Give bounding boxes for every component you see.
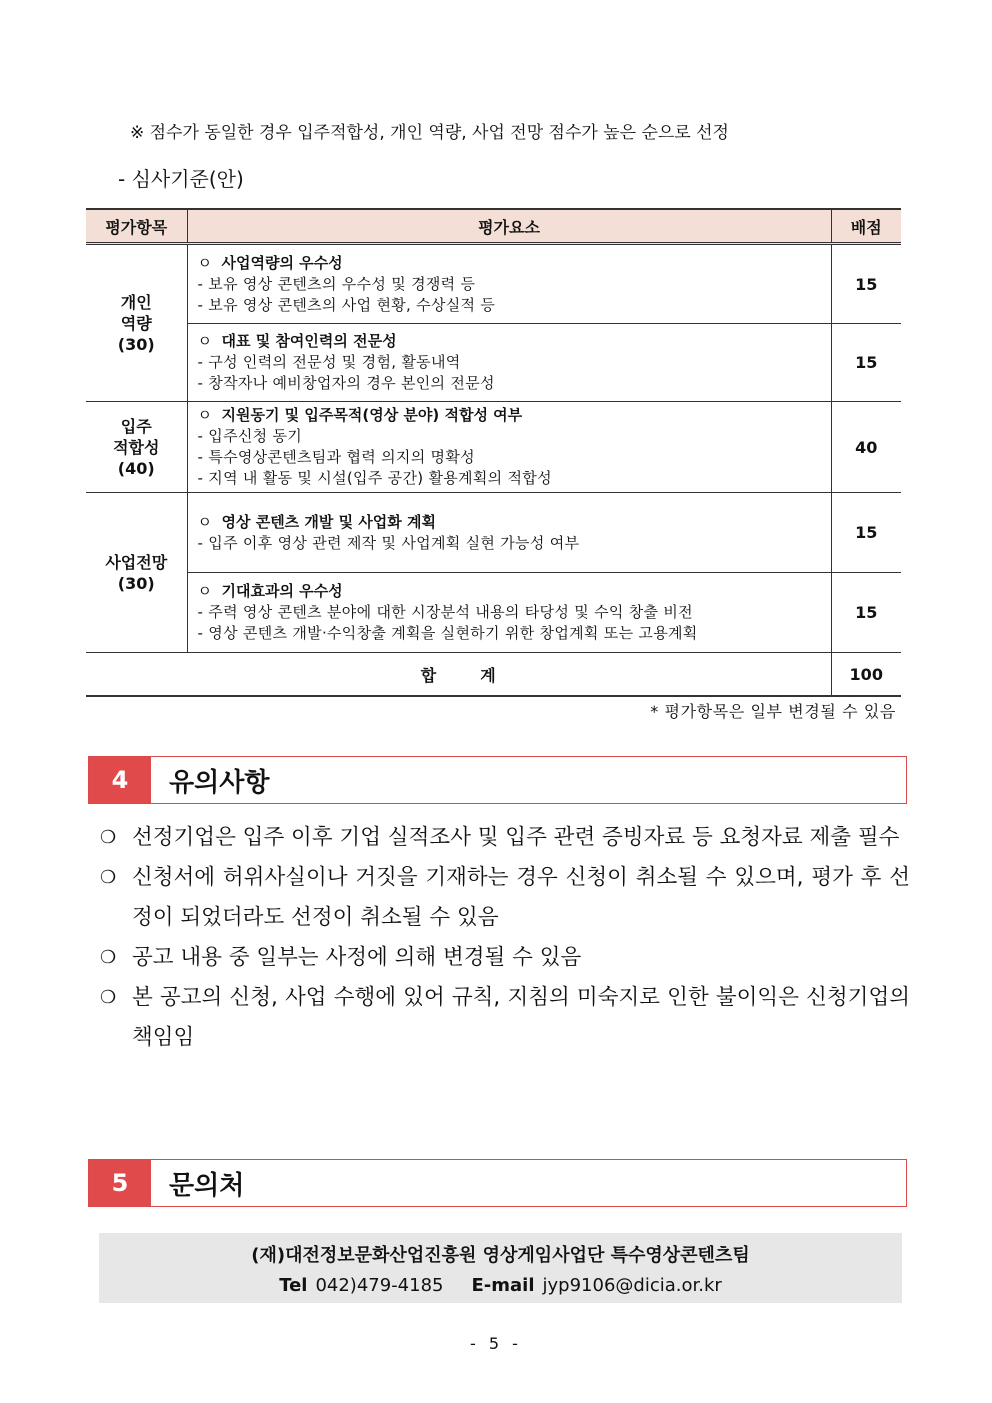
- table-footnote: * 평가항목은 일부 변경될 수 있음: [650, 702, 896, 721]
- circle-bullet-icon: ㅇ: [197, 512, 212, 531]
- table-row: [86, 493, 901, 573]
- tel-label: Tel: [279, 1275, 308, 1296]
- total-value: 100: [831, 653, 901, 697]
- page-number: - 5 -: [470, 1334, 522, 1353]
- table-row: [86, 573, 901, 653]
- hollow-circle-bullet-icon: ❍: [100, 827, 117, 848]
- criteria-title: - 심사기준(안): [118, 167, 244, 191]
- section-number: 4: [89, 757, 151, 803]
- category-cell: 사업전망 (30): [86, 493, 187, 653]
- section-title: 문의처: [169, 1170, 245, 1201]
- category-cell: 개인 역량 (30): [86, 244, 187, 402]
- total-row: [86, 653, 901, 697]
- section-header-notes: [88, 756, 907, 804]
- circle-bullet-icon: ㅇ: [197, 582, 212, 600]
- email-address[interactable]: jyp9106@dicia.or.kr: [542, 1275, 722, 1296]
- score-cell: 40: [831, 402, 901, 493]
- list-item: ❍ 공고 내용 중 일부는 사정에 의해 변경될 수 있음: [100, 938, 910, 978]
- list-item: ❍ 선정기업은 입주 이후 기업 실적조사 및 입주 관련 증빙자료 등 요청자료 제출 필수: [100, 818, 910, 858]
- circle-bullet-icon: ㅇ: [197, 253, 212, 272]
- table-row: [86, 402, 901, 493]
- criteria-content: ㅇ 대표 및 참여인력의 전문성 - 구성 인력의 전문성 및 경험, 활동내역 - 창작자나 예비창업자의 경우 본인의 전문성: [187, 324, 831, 402]
- criteria-content: ㅇ 지원동기 및 입주목적(영상 분야) 적합성 여부 - 입주신청 동기 - 특수영상콘텐츠팀과 협력 의지의 명확성 - 지역 내 활동 및 시설(입주 공간) 활용계획의 적합성: [187, 402, 831, 493]
- contact-box: [99, 1233, 902, 1303]
- hollow-circle-bullet-icon: ❍: [100, 987, 117, 1008]
- evaluation-table: [86, 208, 901, 697]
- hollow-circle-bullet-icon: ❍: [100, 947, 117, 968]
- table-header-row: [86, 209, 901, 244]
- header-category: 평가항목: [86, 209, 187, 244]
- section-number: 5: [89, 1160, 151, 1206]
- hollow-circle-bullet-icon: ❍: [100, 867, 117, 888]
- email-label: E-mail: [471, 1275, 535, 1296]
- circle-bullet-icon: ㅇ: [197, 332, 212, 350]
- table-row: [86, 324, 901, 402]
- notes-list: [100, 818, 910, 1058]
- category-cell: 입주 적합성 (40): [86, 402, 187, 493]
- score-cell: 15: [831, 244, 901, 324]
- section-title: 유의사항: [169, 767, 270, 798]
- header-elements: 평가요소: [187, 209, 831, 244]
- total-label: 합계: [86, 653, 831, 697]
- section-header-contact: [88, 1159, 907, 1207]
- criteria-content: ㅇ 영상 콘텐츠 개발 및 사업화 계획 - 입주 이후 영상 관련 제작 및 사업계획 실현 가능성 여부: [187, 493, 831, 573]
- tel-number: 042)479-4185: [315, 1275, 444, 1296]
- score-cell: 15: [831, 324, 901, 402]
- criteria-content: ㅇ 사업역량의 우수성 - 보유 영상 콘텐츠의 우수성 및 경쟁력 등 - 보유 영상 콘텐츠의 사업 현황, 수상실적 등: [187, 244, 831, 324]
- header-score: 배점: [831, 209, 901, 244]
- score-tie-note: ※ 점수가 동일한 경우 입주적합성, 개인 역량, 사업 전망 점수가 높은 순으로 선정: [130, 123, 729, 143]
- score-cell: 15: [831, 493, 901, 573]
- list-item: ❍ 신청서에 허위사실이나 거짓을 기재하는 경우 신청이 취소될 수 있으며, 평가 후 선정이 되었더라도 선정이 취소될 수 있음: [100, 858, 910, 938]
- list-item: ❍ 본 공고의 신청, 사업 수행에 있어 규칙, 지침의 미숙지로 인한 불이익은 신청기업의 책임임: [100, 978, 910, 1058]
- table-row: [86, 244, 901, 324]
- score-cell: 15: [831, 573, 901, 653]
- criteria-content: ㅇ 기대효과의 우수성 - 주력 영상 콘텐츠 분야에 대한 시장분석 내용의 타당성 및 수익 창출 비전 - 영상 콘텐츠 개발·수익창출 계획을 실현하기 위한 창업계획 또는 고용계획: [187, 573, 831, 653]
- circle-bullet-icon: ㅇ: [197, 406, 212, 424]
- contact-organization: (재)대전정보문화산업진흥원 영상게임사업단 특수영상콘텐츠팀: [251, 1245, 750, 1266]
